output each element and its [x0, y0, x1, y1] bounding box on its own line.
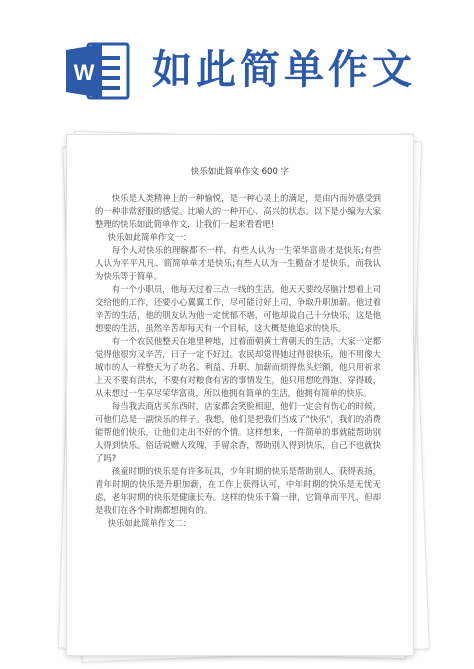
svg-text:W: W	[73, 60, 95, 85]
paragraph: 孩童时期的快乐是有许多玩具，少年时期的快乐是帮助别人，获得表扬，青年时期的快乐是升职加薪，在工作上获得认可，中年时期的快乐是无忧无虑，老年时期的快乐是健康长寿。这样的快乐千篇一律，它简单而平凡，但却是我们在各个时期都想拥有的。	[95, 466, 381, 515]
paragraph-intro: 快乐是人类精神上的一种愉悦，是一种心灵上的满足，是由内而外感受到的一种非常舒服的感觉。比喻人的一种开心、高兴的状态。以下是小编为大家整理的快乐如此简单作文，让我们一起来看看吧!	[95, 193, 381, 229]
page-heading: 如此简单作文	[152, 46, 416, 93]
document-body	[95, 192, 381, 530]
paragraph: 有一个小职员，他每天过着三点一线的生活，他天天要绞尽脑汁想着上司交给他的工作，还要小心翼翼工作，尽可能讨好上司，争取升职加薪。他过着辛苦的生活，他的朋友认为他一定忧郁不堪，可他却说自己十分快乐，这是他想要的生活，虽然辛苦却每天有一个目标，这大概是他追求的快乐。	[95, 284, 381, 333]
word-doc-icon	[64, 40, 132, 102]
paragraph: 有一个农民他整天在地里种地，过着面朝黄土背朝天的生活，大家一定都觉得他很穷又辛苦，日子一定不好过。农民却觉得她过得很快乐，他不用像大城市的人一样整天为了功名、利益、升职、加薪而烦得焦头烂额，他只用祈求上天不要有洪水，不要有对粮食有害的事情发生，他只用想吃得饱、穿得暖，从未想过一生享尽荣华富贵，所以他拥有简单的生活，他拥有简单的快乐。	[95, 336, 381, 398]
section-heading-one: 快乐如此简单作文一：	[107, 232, 192, 242]
paragraph: 每个人对快乐的理解都不一样，有些人认为一生荣华富贵才是快乐;有些人认为平平凡凡、简简单单才是快乐;有些人认为一生勤奋才是快乐，而我认为快乐等于简单。	[95, 245, 381, 281]
document-title: 快乐如此简单作文 600 字	[190, 167, 290, 177]
paragraph: 每当我去商店买东西时，店家都会笑脸相迎，他们一定会有伤心的时候，可他们总是一副快乐的样子。我想，他们是把我们当成了"快乐"，我们的消费能帮他们快乐，让他们走出不好的个情。这样想来，一件简单的事就能帮助别人得到快乐。俗话说赠人玫瑰，手留余香，帮助别人得到快乐，自己不也就快了吗?	[95, 401, 381, 463]
header-banner	[0, 0, 474, 120]
document-page	[66, 134, 414, 656]
section-heading-two: 快乐如此简单作文二：	[107, 518, 192, 528]
